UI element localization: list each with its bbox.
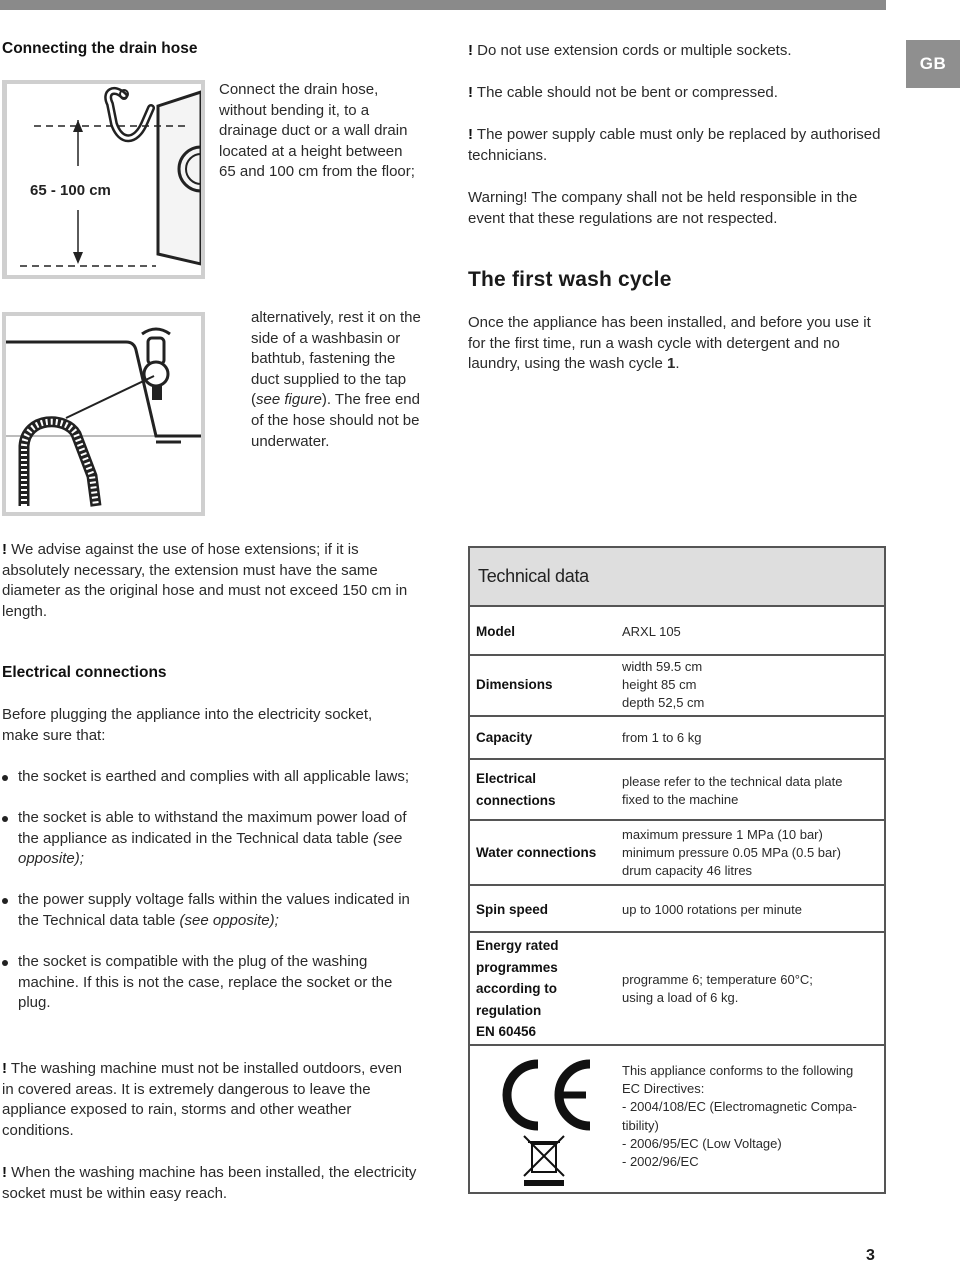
bullet-ref: (see opposite);	[179, 911, 279, 929]
note-extension-cords	[468, 41, 888, 62]
bullet-text: the power supply voltage falls within the values indicated in the Technical data table	[18, 891, 410, 929]
bullet-text: the socket is able to withstand the maximum power load of the appliance as indicated in the Technical data table	[18, 809, 407, 847]
bullet-text: the socket is compatible with the plug of the washing machine. If this is not the case, replace the socket or the plug.	[18, 953, 393, 1012]
note-text: The cable should not be bent or compressed.	[476, 84, 778, 101]
wall-drain-illustration	[6, 84, 201, 275]
note-text: The power supply cable must only be replaced by authorised technicians.	[468, 126, 881, 164]
value-line: - 2006/95/EC (Low Voltage)	[622, 1135, 782, 1151]
ce-c-icon	[507, 1064, 538, 1126]
socket-reach-warning	[2, 1163, 422, 1204]
hose-extension-warning	[2, 540, 427, 622]
value-line: drum capacity 46 litres	[622, 863, 753, 879]
page-number: 3	[866, 1247, 875, 1264]
table-row	[470, 717, 884, 760]
first-wash-text	[468, 313, 888, 375]
warning-mark: !	[2, 1060, 7, 1077]
first-wash-body: Once the appliance has been installed, and before you use it for the first time, run a wash cycle with detergent and no laundry, using the wash cycle	[468, 314, 871, 373]
washbasin-text-a: alternatively, rest it on the side of a washbasin or bathtub, fastening the duct supplied to the tap (	[251, 309, 421, 409]
value-line: please refer to the technical data plate	[622, 774, 843, 789]
washbasin-text-b: ). The free end of the hose should not be underwater.	[251, 391, 420, 450]
warning-mark: !	[468, 126, 473, 143]
table-row	[470, 886, 884, 933]
washbasin-figure	[2, 312, 205, 516]
value-line: This appliance conforms to the following	[622, 1063, 854, 1078]
value-line: tibility)	[622, 1117, 659, 1133]
value-line: programme 6; temperature 60°C;	[622, 972, 813, 987]
electrical-label	[476, 768, 556, 811]
liability-warning: Warning! The company shall not be held responsible in the event that these regulations are not respected.	[468, 189, 858, 227]
table-row	[470, 656, 884, 717]
warning-mark: !	[2, 541, 7, 558]
washbasin-illustration	[6, 316, 201, 512]
water-label: Water connections	[476, 845, 597, 860]
electrical-intro: Before plugging the appliance into the electricity socket, make sure that:	[2, 706, 373, 744]
dimensions-label: Dimensions	[476, 677, 553, 692]
value-line: fixed to the machine	[622, 792, 739, 808]
dimension-height: height 85 cm	[622, 677, 697, 693]
dimension-depth: depth 52,5 cm	[622, 695, 705, 711]
note-cable-replace	[468, 125, 888, 166]
bullet-text: the socket is earthed and complies with all applicable laws;	[18, 768, 410, 785]
height-range-label: 65 - 100 cm	[30, 182, 111, 199]
technical-data-title: Technical data	[470, 548, 884, 607]
energy-value	[622, 971, 813, 1007]
electrical-title: Electrical connections	[2, 664, 167, 681]
outdoor-warning	[2, 1059, 414, 1141]
table-row	[470, 933, 884, 1046]
electrical-checklist	[2, 767, 422, 1034]
see-figure-ref: see figure	[256, 391, 322, 409]
table-row	[470, 1046, 884, 1192]
first-wash-end: .	[675, 355, 680, 373]
label-line: programmes	[476, 959, 558, 975]
hose-extension-text: We advise against the use of hose extensions; if it is absolutely necessary, the extension must have the same diameter as the original hose and must not exceed 150 cm in length.	[2, 541, 408, 620]
water-value	[622, 826, 841, 881]
warning-mark: !	[468, 84, 473, 101]
dimensions-value	[622, 658, 704, 713]
drain-text-wall: Connect the drain hose, without bending it, to a drainage duct or a wall drain located at a height between 65 and 100 cm from the floor;	[219, 81, 415, 181]
table-row	[470, 760, 884, 821]
spin-value: up to 1000 rotations per minute	[622, 902, 802, 917]
table-row	[470, 821, 884, 886]
label-line: according to	[476, 981, 558, 997]
capacity-value: from 1 to 6 kg	[622, 730, 702, 745]
wall-drain-figure	[2, 80, 205, 279]
warning-mark: !	[468, 42, 473, 59]
model-label: Model	[476, 624, 515, 639]
label-line: Electrical	[476, 771, 537, 786]
label-line: EN 60456	[476, 1024, 537, 1040]
outdoor-warning-text: The washing machine must not be installed outdoors, even in covered areas. It is extremely dangerous to leave the appliance exposed to rain, storms and other weather conditions.	[2, 1060, 402, 1139]
dimension-width: width 59.5 cm	[622, 659, 703, 674]
drain-text-washbasin	[251, 308, 421, 452]
list-item	[2, 808, 422, 870]
value-line: - 2004/108/EC (Electromagnetic Compa-	[622, 1099, 857, 1115]
electrical-value	[622, 773, 842, 809]
warning-mark: !	[2, 1164, 7, 1181]
capacity-label: Capacity	[476, 730, 533, 745]
language-badge: GB	[906, 40, 960, 88]
drain-hose-title: Connecting the drain hose	[2, 40, 198, 57]
label-line: Energy rated	[476, 938, 559, 953]
label-line: connections	[476, 792, 556, 808]
ce-weee-marks	[490, 1056, 594, 1188]
model-value: ARXL 105	[622, 624, 681, 639]
value-line: EC Directives:	[622, 1081, 705, 1097]
list-item	[2, 890, 422, 931]
list-item	[2, 767, 422, 788]
top-bar	[0, 0, 886, 10]
table-row	[470, 609, 884, 656]
technical-data-table	[468, 546, 886, 1194]
note-cable-bent	[468, 83, 888, 104]
wash-cycle-number: 1	[667, 355, 676, 373]
value-line: minimum pressure 0.05 MPa (0.5 bar)	[622, 845, 841, 861]
note-text: Do not use extension cords or multiple sockets.	[477, 42, 792, 59]
value-line: using a load of 6 kg.	[622, 990, 739, 1006]
spin-label: Spin speed	[476, 902, 549, 917]
socket-reach-text: When the washing machine has been installed, the electricity socket must be within easy reach.	[2, 1164, 417, 1202]
value-line: maximum pressure 1 MPa (10 bar)	[622, 827, 823, 842]
energy-label	[476, 935, 559, 1043]
list-item	[2, 952, 422, 1014]
conformity-text	[622, 1062, 857, 1171]
label-line: regulation	[476, 1002, 542, 1018]
first-wash-title: The first wash cycle	[468, 268, 672, 291]
crossed-bin-icon	[524, 1136, 564, 1186]
value-line: - 2002/96/EC	[622, 1154, 699, 1170]
bullet-ref: (see opposite);	[18, 829, 403, 868]
